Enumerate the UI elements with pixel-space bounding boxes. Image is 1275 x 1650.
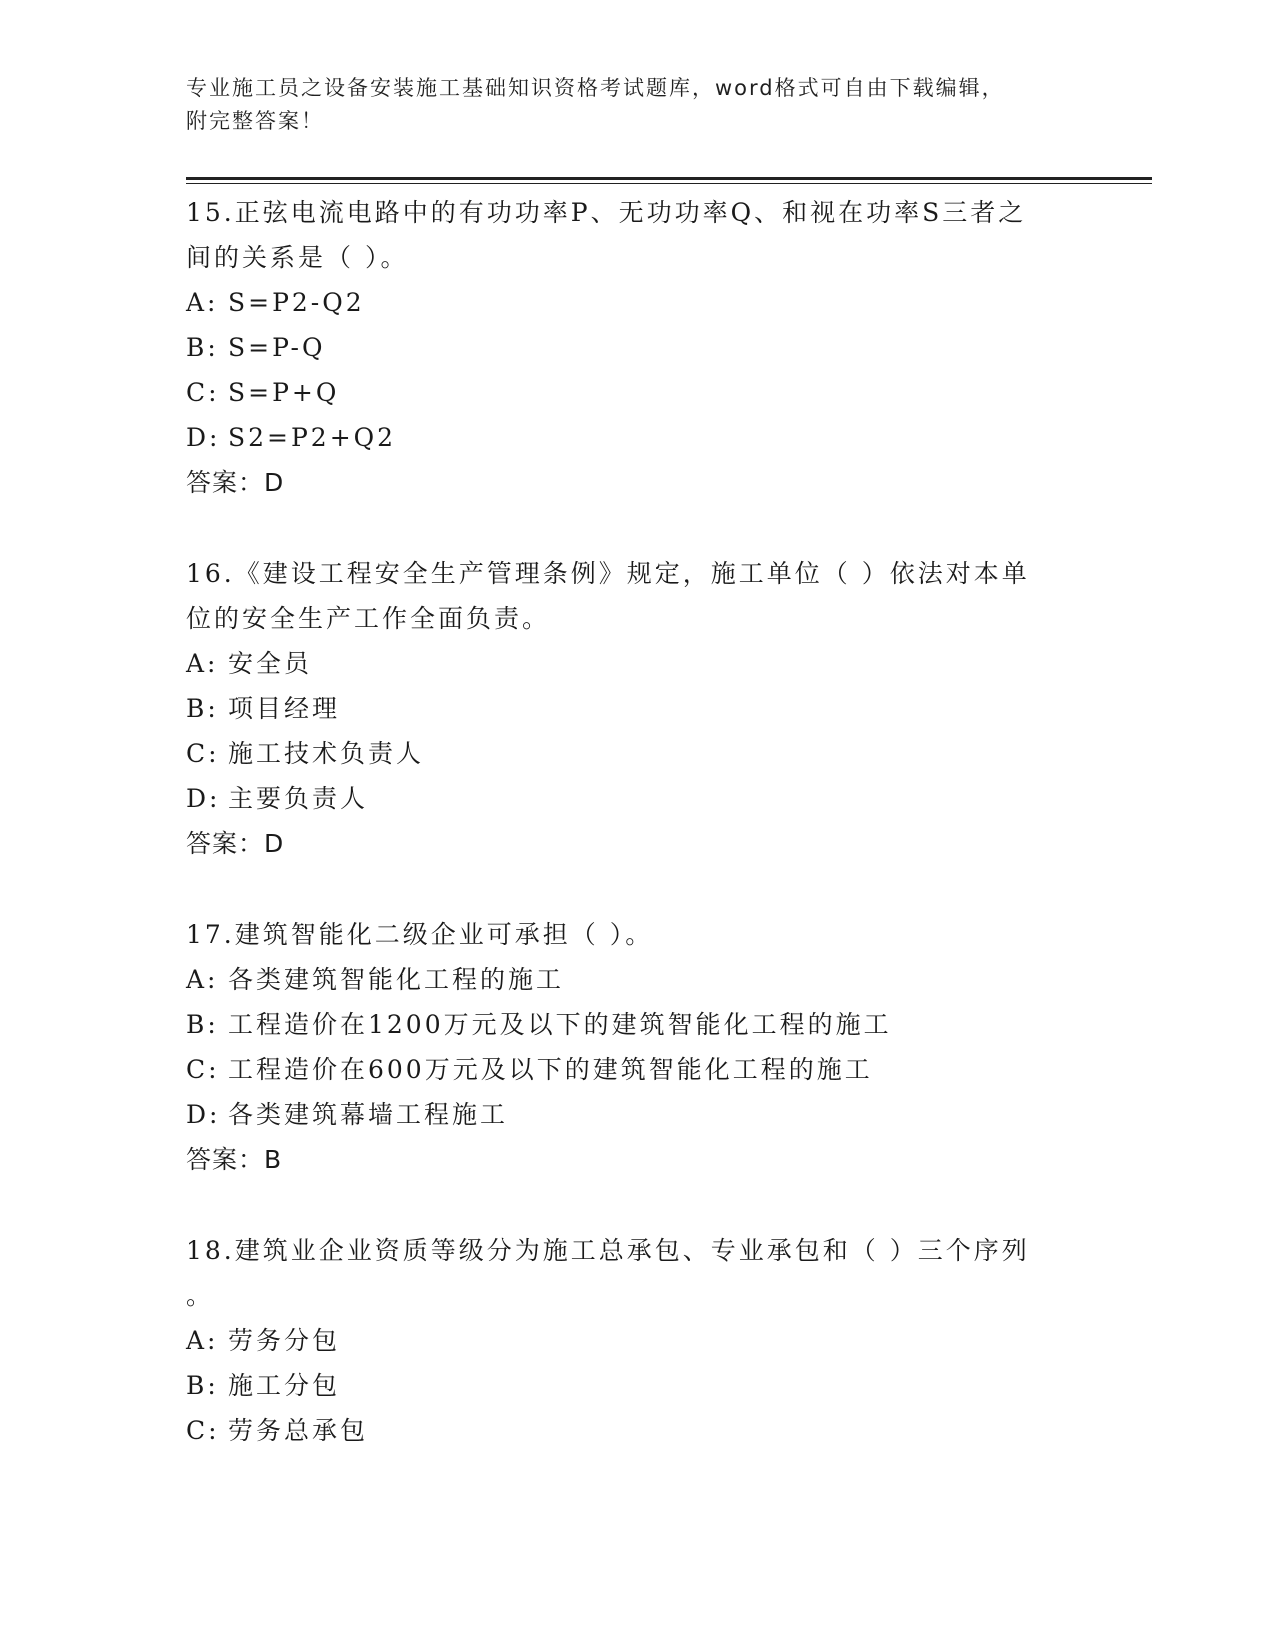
option-key: B:: [186, 1010, 219, 1039]
option-key: B:: [186, 694, 219, 723]
header-line-2: 附完整答案！: [186, 109, 324, 133]
option-key: C:: [186, 1416, 220, 1445]
question-stem-line: 17.建筑智能化二级企业可承担（ ）。: [186, 920, 654, 949]
option-text: 施工技术负责人: [228, 739, 425, 768]
option-b: [186, 1002, 1066, 1047]
option-text: S=P2-Q2: [228, 288, 365, 317]
answer-line: 答案：D: [186, 829, 285, 858]
option-text: 劳务总承包: [228, 1416, 369, 1445]
option-text: 施工分包: [228, 1371, 341, 1400]
question-15: [186, 190, 1066, 505]
question-stem-line: 15.正弦电流电路中的有功功率P、无功功率Q、和视在功率S三者之: [186, 198, 1027, 227]
option-key: A:: [186, 1326, 219, 1355]
option-key: C:: [186, 378, 220, 407]
header-divider-thick: [186, 177, 1152, 180]
option-key: A:: [186, 288, 219, 317]
header-line-1: 专业施工员之设备安装施工基础知识资格考试题库，word格式可自由下载编辑，: [186, 76, 1005, 100]
option-key: D:: [186, 423, 221, 452]
option-a: [186, 641, 1066, 686]
option-a: [186, 1318, 1066, 1363]
option-key: A:: [186, 649, 219, 678]
question-list: [186, 190, 1066, 1499]
question-17: [186, 912, 1066, 1182]
option-text: 劳务分包: [228, 1326, 341, 1355]
option-text: 安全员: [228, 649, 313, 678]
option-a: [186, 957, 1066, 1002]
option-c: [186, 1047, 1066, 1092]
option-key: C:: [186, 1055, 220, 1084]
option-a: [186, 280, 1066, 325]
option-b: [186, 1363, 1066, 1408]
option-c: [186, 370, 1066, 415]
option-d: [186, 1092, 1066, 1137]
option-text: 项目经理: [228, 694, 341, 723]
option-key: C:: [186, 739, 220, 768]
option-key: D:: [186, 1100, 221, 1129]
question-stem-line: 位的安全生产工作全面负责。: [186, 604, 551, 633]
option-b: [186, 325, 1066, 370]
question-16: [186, 551, 1066, 866]
option-c: [186, 1408, 1066, 1453]
option-text: S2=P2+Q2: [228, 423, 397, 452]
option-key: B:: [186, 333, 219, 362]
document-header: [186, 72, 1066, 138]
option-key: B:: [186, 1371, 219, 1400]
question-stem-line: 。: [186, 1281, 215, 1310]
option-text: 工程造价在1200万元及以下的建筑智能化工程的施工: [228, 1010, 892, 1039]
option-text: 主要负责人: [228, 784, 369, 813]
option-text: 各类建筑幕墙工程施工: [228, 1100, 509, 1129]
option-key: A:: [186, 965, 219, 994]
option-d: [186, 776, 1066, 821]
option-b: [186, 686, 1066, 731]
answer-line: 答案：B: [186, 1145, 283, 1174]
question-stem-line: 18.建筑业企业资质等级分为施工总承包、专业承包和（ ）三个序列: [186, 1236, 1030, 1265]
question-18: [186, 1228, 1066, 1453]
option-text: 工程造价在600万元及以下的建筑智能化工程的施工: [228, 1055, 873, 1084]
question-stem-line: 16.《建设工程安全生产管理条例》规定，施工单位（ ）依法对本单: [186, 559, 1030, 588]
question-stem-line: 间的关系是（ ）。: [186, 243, 409, 272]
option-d: [186, 415, 1066, 460]
header-divider-thin: [186, 183, 1152, 184]
answer-line: 答案：D: [186, 468, 285, 497]
option-key: D:: [186, 784, 221, 813]
option-text: 各类建筑智能化工程的施工: [228, 965, 565, 994]
option-text: S=P-Q: [228, 333, 326, 362]
option-c: [186, 731, 1066, 776]
option-text: S=P+Q: [228, 378, 340, 407]
